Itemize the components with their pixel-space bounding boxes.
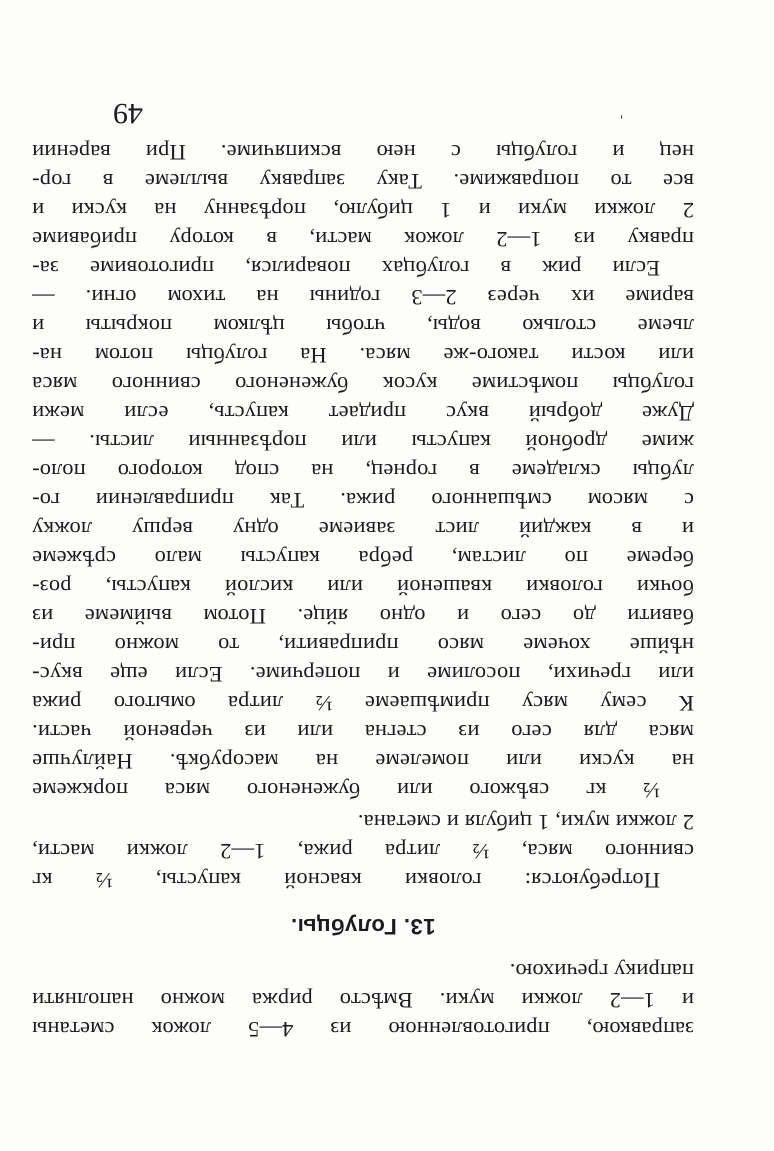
text-line: мяса для сего из стегна или из червеной части.	[32, 720, 694, 745]
text-line: вариме их через 2—3 годины на тихом огни. —	[32, 285, 694, 310]
text-line: 2 ложки муки и 1 цибулю, порѣзанну на куски и	[32, 198, 694, 223]
text-line: нец и голубцы с нею вскипячиме. При варении	[32, 140, 694, 165]
text-line: правку из 1—2 ложок масти, в котору прибавиме	[32, 227, 694, 252]
text-line: или кости такого-же мяса. На голубцы потом на-	[32, 343, 694, 368]
text-line: с мясом смѣшанного рижа. Так приправлении го-	[32, 488, 694, 513]
text-line: лубцы складеме в горнец, на спод которого поло-	[32, 459, 694, 484]
text-line: нѣйше хочеме мясо приправити, то можно при-	[32, 633, 694, 658]
page-number: 49	[113, 97, 143, 130]
text-line: паприку гречихою.	[509, 959, 694, 984]
text-line: свинного мяса, ½ литра рижа, 1—2 ложки масти,	[32, 839, 694, 864]
text-line: на куски или помелеме на масорубкѣ. Найлучше	[32, 749, 694, 774]
text-line: Потребуются: головки квасной капусты, ½ кг	[32, 868, 660, 893]
text-line: и 1—2 ложки муки. Вмѣсто риржа можно наполняти	[32, 988, 694, 1013]
text-line: или гречихи, посолиме и поперчиме. Если еще вкус-	[32, 662, 694, 687]
page-content	[32, 0, 694, 1151]
text-line: Если риж в голубцах поварился, приготовиме за-	[32, 256, 660, 281]
text-line: и в каждий лист завиеме одну вершу ложку	[32, 517, 694, 542]
text-line: К сему мясу примѣшаеме ½ литра омытого рижа	[32, 691, 694, 716]
text-line: бавити до сего и одно яйце. Потом выймеме из	[32, 604, 694, 629]
text-line: льеме столько воды, чтобы цѣлком покрыты и	[32, 314, 694, 339]
text-line: жиме дробной капусты или порѣзанныи листы. —	[32, 430, 694, 455]
text-line: голубцы помѣстиме кусок бужененого свинного мяса	[32, 372, 694, 397]
text-line: бочки головки квашеной или кислой капусты, роз-	[32, 575, 694, 600]
text-line: Дуже добрый вкус придает капусть, если межи	[32, 401, 694, 426]
corner-mark: '	[620, 104, 623, 121]
text-line: береме по листам, ребра капусты мало срѣжеме	[32, 546, 694, 571]
text-line: заправкою, приготовленною из 4—5 ложок сметаны	[32, 1017, 694, 1042]
text-line: все то поправжиме. Таку заправку выллеме в гор-	[32, 169, 694, 194]
section-title: 13. Голубцы.	[290, 914, 436, 939]
text-line: 2 ложки муки, 1 цибуля и сметана.	[357, 810, 694, 835]
text-line: ½ кг свѣжого или бужененого мяса поркжеме	[32, 778, 660, 803]
